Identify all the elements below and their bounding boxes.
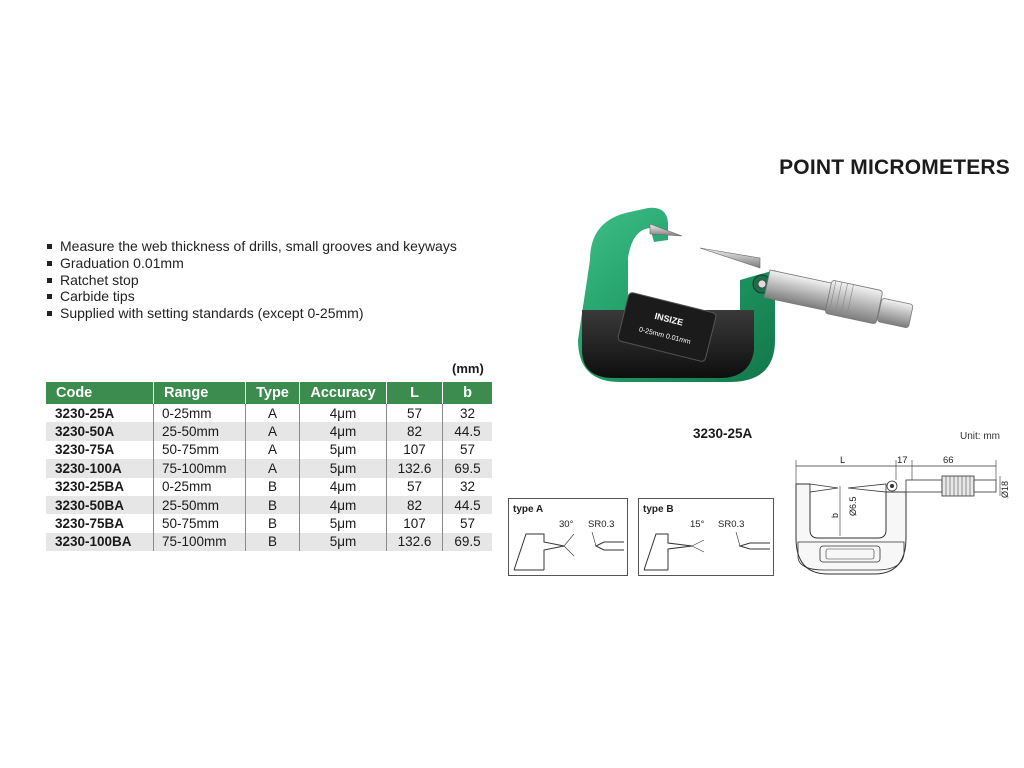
table-row	[46, 459, 492, 477]
header-code: Code	[46, 382, 154, 404]
cell-accuracy: 5μm	[300, 514, 387, 532]
cell-l: 107	[387, 514, 443, 532]
feature-list	[46, 238, 457, 322]
cell-type: A	[246, 404, 300, 422]
type-b-radius: SR0.3	[718, 519, 745, 530]
table-row	[46, 441, 492, 459]
cell-range: 25-50mm	[154, 496, 246, 514]
feature-item: Ratchet stop	[46, 272, 457, 289]
cell-accuracy: 5μm	[300, 441, 387, 459]
cell-type: A	[246, 459, 300, 477]
spindle-point	[700, 248, 760, 268]
cell-range: 75-100mm	[154, 459, 246, 477]
dim-b-label: b	[830, 512, 840, 518]
cell-b: 69.5	[443, 533, 493, 551]
cell-b: 32	[459, 405, 476, 421]
type-a-angle: 30°	[559, 519, 574, 530]
type-b-diagram	[638, 498, 774, 576]
cell-l: 57	[387, 478, 443, 496]
header-range: Range	[154, 382, 246, 404]
cell-l: 107	[387, 441, 443, 459]
cell-accuracy: 4μm	[300, 478, 387, 496]
header-l: L	[387, 382, 443, 404]
cell-range: 25-50mm	[154, 422, 246, 440]
cell-type: B	[246, 514, 300, 532]
cell-code: 3230-75A	[46, 441, 154, 459]
cell-accuracy: 4μm	[300, 496, 387, 514]
spec-table	[46, 382, 492, 551]
cell-accuracy: 4μm	[300, 422, 387, 440]
type-a-radius: SR0.3	[588, 519, 615, 530]
table-header-row	[46, 382, 492, 404]
table-row	[46, 478, 492, 496]
cell-code: 3230-25BA	[46, 478, 154, 496]
table-row	[46, 514, 492, 532]
type-b-angle: 15°	[690, 519, 705, 530]
cell-type: A	[246, 441, 300, 459]
feature-item: Measure the web thickness of drills, small grooves and keyways	[46, 238, 457, 255]
cell-code: 3230-75BA	[46, 514, 154, 532]
cell-b: 44.5	[443, 496, 493, 514]
cell-type: B	[246, 533, 300, 551]
brand-logo: INSIZE	[653, 310, 685, 328]
thimble	[825, 280, 883, 324]
cell-type: B	[246, 496, 300, 514]
cell-b: 44.5	[443, 422, 493, 440]
page-title: POINT MICROMETERS	[779, 156, 1010, 179]
cell-accuracy: 4μm	[300, 404, 387, 422]
cell-code: 3230-100BA	[46, 533, 154, 551]
cell-range: 75-100mm	[154, 533, 246, 551]
feature-item: Carbide tips	[46, 288, 457, 305]
feature-item: Graduation 0.01mm	[46, 255, 457, 272]
cell-range: 0-25mm	[154, 478, 246, 496]
model-label: 3230-25A	[693, 426, 753, 441]
cell-b: 32	[459, 479, 476, 495]
cell-b: 57	[459, 516, 476, 532]
type-b-label: type B	[643, 504, 674, 515]
micrometer-product-image	[570, 200, 930, 390]
cell-b: 69.5	[443, 459, 493, 477]
dim-66-label: 66	[943, 455, 954, 466]
cell-accuracy: 5μm	[300, 533, 387, 551]
cell-type: A	[246, 422, 300, 440]
header-accuracy: Accuracy	[300, 382, 387, 404]
table-unit-note: (mm)	[452, 361, 484, 376]
cell-accuracy: 5μm	[300, 459, 387, 477]
cell-b: 57	[459, 442, 476, 458]
technical-drawing	[778, 446, 1010, 580]
cell-code: 3230-50A	[46, 422, 154, 440]
feature-item: Supplied with setting standards (except 0-25mm)	[46, 305, 457, 322]
cell-code: 3230-50BA	[46, 496, 154, 514]
dim-d18-label: Ø18	[1000, 480, 1010, 498]
diagram-unit-label: Unit: mm	[960, 431, 1000, 442]
cell-range: 50-75mm	[154, 514, 246, 532]
header-type: Type	[246, 382, 300, 404]
table-row	[46, 533, 492, 551]
dim-17-label: 17	[897, 455, 908, 466]
cell-code: 3230-25A	[46, 404, 154, 422]
cell-l: 132.6	[387, 459, 443, 477]
cell-l: 82	[387, 496, 443, 514]
ratchet-stop	[877, 298, 913, 328]
table-row	[46, 422, 492, 440]
cell-l: 57	[387, 404, 443, 422]
cell-type: B	[246, 478, 300, 496]
dim-d65-label: Ø6.5	[848, 496, 858, 516]
cell-range: 0-25mm	[154, 404, 246, 422]
table-row	[46, 404, 492, 422]
cell-l: 82	[387, 422, 443, 440]
type-a-label: type A	[513, 504, 544, 515]
cell-range: 50-75mm	[154, 441, 246, 459]
dim-l-label: L	[840, 455, 846, 466]
table-row	[46, 496, 492, 514]
type-a-diagram	[508, 498, 628, 576]
cell-l: 132.6	[387, 533, 443, 551]
frame-engraving: 0-25mm 0.01mm	[638, 326, 692, 347]
cell-code: 3230-100A	[46, 459, 154, 477]
header-b: b	[443, 382, 493, 404]
